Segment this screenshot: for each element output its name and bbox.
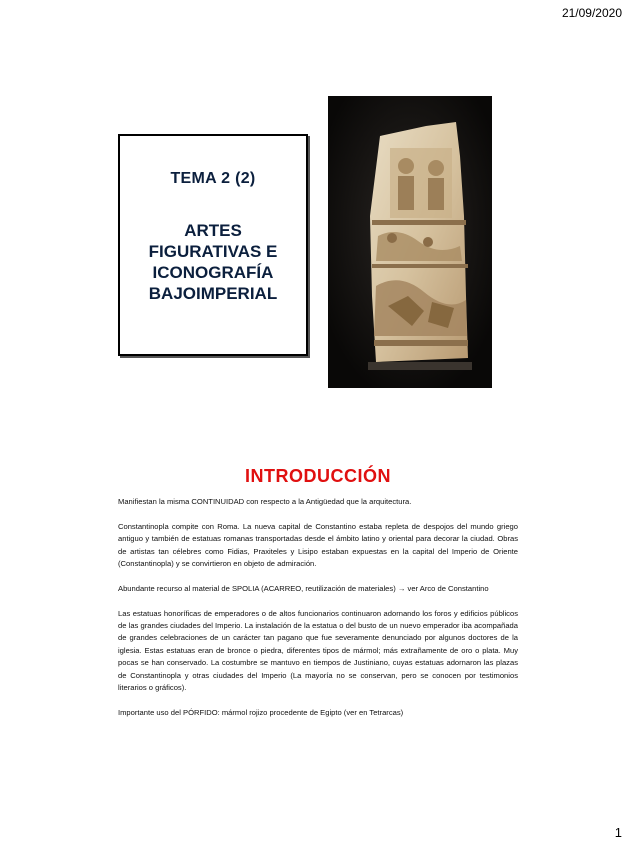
title-line: ARTES bbox=[184, 221, 242, 240]
title-box bbox=[118, 134, 308, 356]
title-line: BAJOIMPERIAL bbox=[148, 284, 278, 303]
paragraph: Importante uso del PÓRFIDO: mármol rojizo procedente de Egipto (ver en Tetrarcas) bbox=[118, 707, 404, 717]
relief-photo bbox=[328, 96, 492, 388]
title-line: FIGURATIVAS E bbox=[148, 242, 278, 261]
paragraph: Manifiestan la misma CONTINUIDAD con respecto a la Antigüedad que la arquitectura. bbox=[118, 497, 412, 506]
slide-title bbox=[120, 220, 306, 304]
paragraph: Las estatuas honoríficas de emperadores o de altos funcionarios continuaron adornando los foros y edificios públicos de las grandes ciudades del Imperio. La instalación de la estatua o del busto de un nuevo emperador iba acompañada de grandes celebraciones de un carácter tan pagano que fue severamente denunciado por algunos doctores de la iglesia. Estas estatuas eran de bronce o piedra, diferentes tipos de mármol; más extrañamente de oro o plata. Muy pocas se han conservado. La costumbre se mantuvo en tiempos de Justiniano, cuyas estatuas adornaron las plazas de Constantinopla y otras ciudades del Imperio (La mayoría no se conservan, pero se conocen por testimonios literarios o gráficos). bbox=[118, 608, 518, 693]
tema-label: TEMA 2 (2) bbox=[170, 170, 256, 187]
intro-heading: INTRODUCCIÓN bbox=[245, 466, 391, 486]
date-label: 21/09/2020 bbox=[561, 6, 622, 20]
title-slide bbox=[0, 0, 636, 420]
intro-body bbox=[118, 496, 518, 732]
title-line: ICONOGRAFÍA bbox=[152, 263, 274, 282]
paragraph: Constantinopla compite con Roma. La nueva capital de Constantino estaba repleta de despojos del mundo griego antiguo y también de estatuas romanas transportadas desde el ámbito latino y oriental para decorar la ciudad. Obras de artistas tan célebres como Fidias, Praxiteles y Lisipo estaban expuestas en la capital del Imperio de Oriente (Constantinopla) y se convirtieron en objeto de admiración. bbox=[118, 521, 518, 569]
relief-illustration bbox=[328, 96, 492, 388]
page-number: 1 bbox=[614, 825, 622, 840]
paragraph: Abundante recurso al material de SPOLIA (ACARREO, reutilización de materiales) → ver Arco de Constantino bbox=[118, 583, 489, 593]
